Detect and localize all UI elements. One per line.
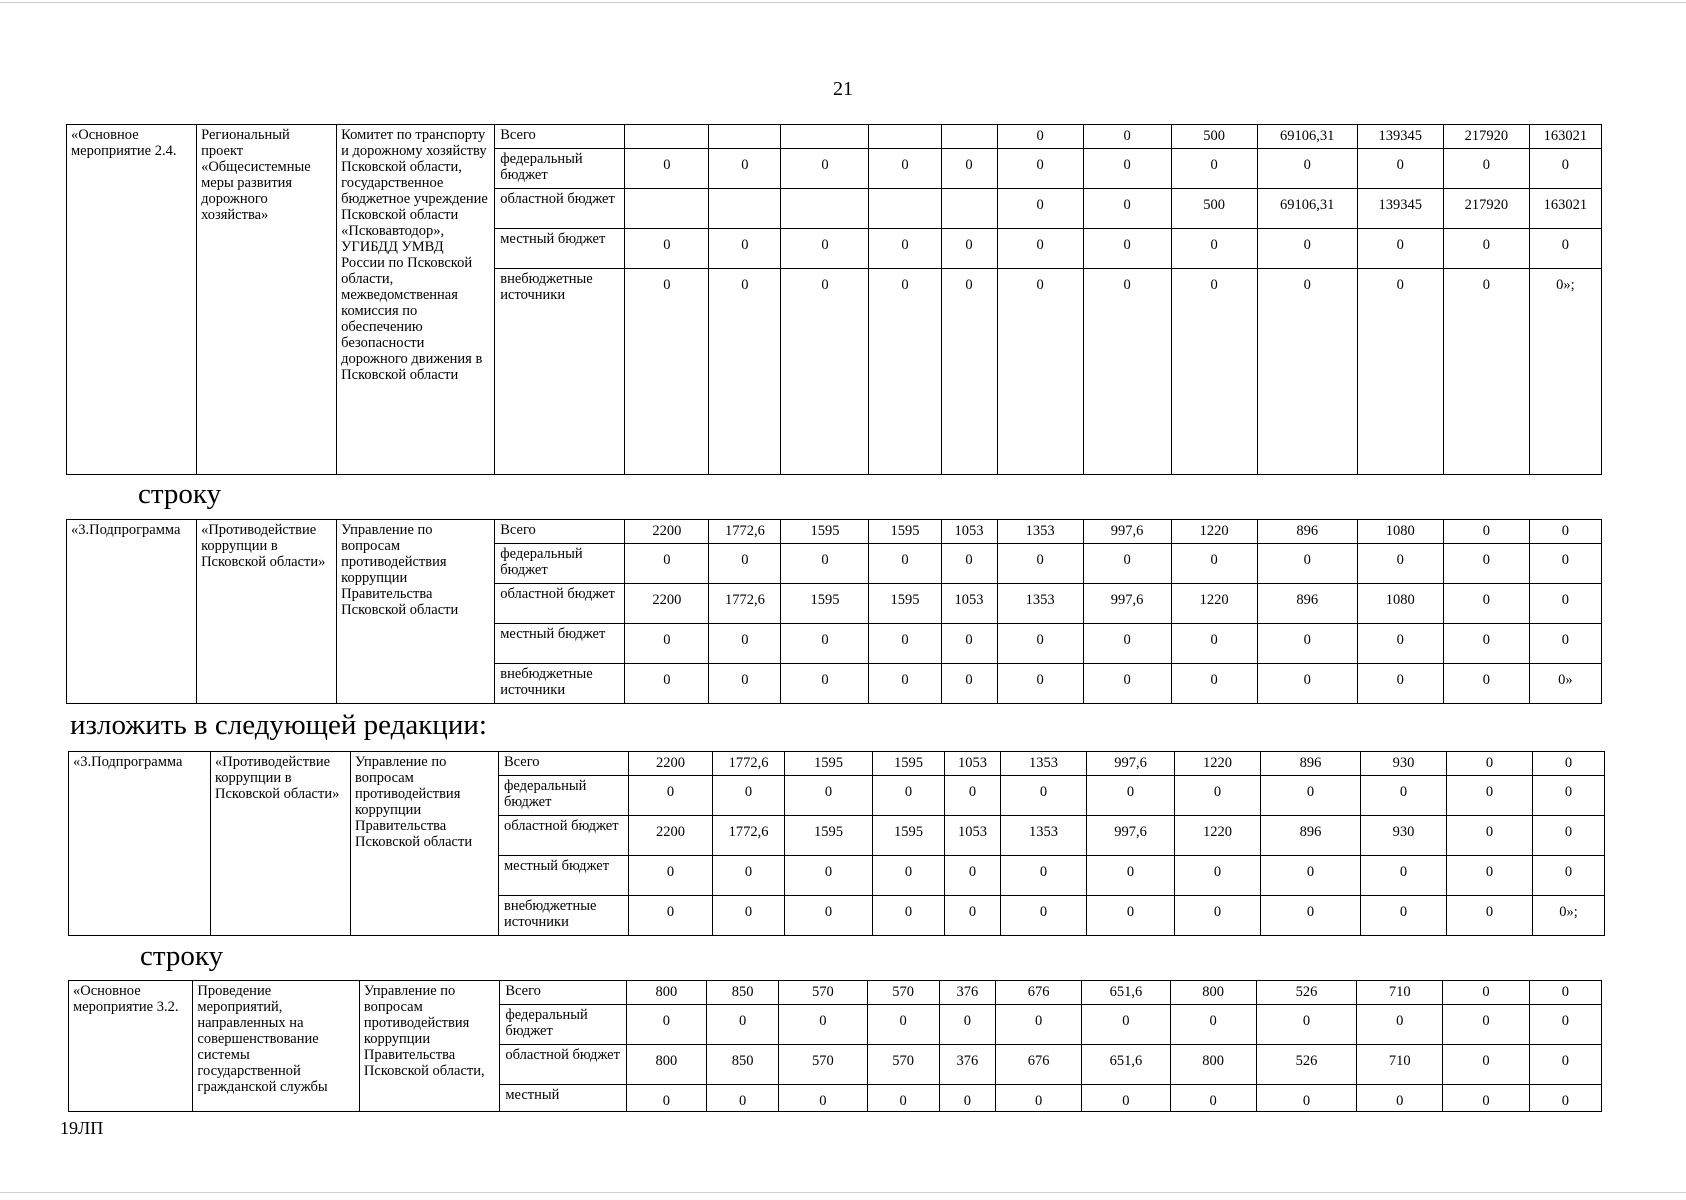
amount-cell: 850 [707,981,779,1005]
amount-cell: 0 [713,776,785,816]
funding-source-cell: федеральный бюджет [495,544,625,584]
amount-cell: 0 [709,269,781,475]
amount-cell: 0 [1443,1045,1529,1085]
amount-cell: 0 [1443,269,1529,475]
amount-cell: 0 [629,896,713,936]
amount-cell: 0 [1001,856,1087,896]
amount-cell: 0 [785,896,873,936]
amount-cell [709,189,781,229]
amount-cell [941,189,997,229]
amount-cell: 0»; [1533,896,1605,936]
budget-table-measure-3-2 [68,980,1602,1112]
page-number: 21 [833,78,853,100]
amount-cell: 0 [1529,624,1601,664]
amount-cell: 1772,6 [709,584,781,624]
funding-source-cell: федеральный бюджет [500,1005,626,1045]
funding-source-cell: Всего [500,981,626,1005]
amount-cell: 2200 [625,584,709,624]
amount-cell: 0 [997,624,1083,664]
amount-cell [941,125,997,149]
amount-cell: 0 [1529,1085,1601,1112]
amount-cell: 0 [997,544,1083,584]
amount-cell: 1772,6 [713,752,785,776]
amount-cell [625,189,709,229]
amount-cell: 710 [1357,1045,1443,1085]
amount-cell: 0 [945,856,1001,896]
amount-cell: 0 [945,896,1001,936]
executor-cell: Комитет по транспорту и дорожному хозяйству Псковской области, государственное бюджетное учреждение Псковской области «Псковавтодор», УГИБДД УМВД России по Псковской области, межведомственная комиссия по обеспечению безопасности дорожного движения в Псковской области [337,125,495,475]
amount-cell: 0 [781,149,869,189]
amount-cell: 0 [1087,856,1175,896]
amount-cell: 0 [1170,1085,1256,1112]
amount-cell: 500 [1171,189,1257,229]
amount-cell: 0 [1171,269,1257,475]
amount-cell: 0 [1001,896,1087,936]
amount-cell: 0 [1447,776,1533,816]
amount-cell: 0 [781,544,869,584]
amount-cell: 1772,6 [713,816,785,856]
amount-cell: 1220 [1171,520,1257,544]
amount-cell: 0 [1443,624,1529,664]
amount-cell: 0 [1087,776,1175,816]
amount-cell: 1053 [941,520,997,544]
amount-cell: 676 [995,981,1081,1005]
amount-cell: 0 [779,1085,867,1112]
amount-cell: 0 [1261,856,1361,896]
amount-cell: 0 [781,229,869,269]
amount-cell: 0 [997,269,1083,475]
amount-cell: 0 [625,229,709,269]
funding-source-cell: областной бюджет [500,1045,626,1085]
amount-cell: 0 [707,1005,779,1045]
funding-source-cell: внебюджетные источники [499,896,629,936]
amount-cell: 526 [1256,1045,1356,1085]
document-code: 19ЛП [60,1118,104,1138]
measure-name-cell: «3.Подпрограмма [67,520,197,704]
amount-cell: 0 [941,664,997,704]
amount-cell: 1353 [997,584,1083,624]
amount-cell: 0 [1529,544,1601,584]
program-title-cell: Региональный проект «Общесистемные меры развития дорожного хозяйства» [197,125,337,475]
amount-cell: 1595 [785,752,873,776]
amount-cell: 0 [1529,584,1601,624]
amount-cell: 0 [1261,776,1361,816]
amount-cell: 0 [1175,856,1261,896]
amount-cell: 0 [1357,664,1443,704]
amount-cell: 0 [941,544,997,584]
amount-cell: 0 [1261,896,1361,936]
amount-cell [869,125,941,149]
amount-cell: 0 [1357,1085,1443,1112]
amount-cell: 0 [1171,544,1257,584]
amount-cell: 570 [867,1045,939,1085]
scan-edge-top [0,2,1686,3]
amount-cell: 0 [1443,1085,1529,1112]
table-row [67,125,1602,149]
amount-cell: 0 [626,1005,706,1045]
amount-cell: 0 [873,896,945,936]
amount-cell: 570 [779,981,867,1005]
amount-cell: 1053 [945,816,1001,856]
funding-source-cell: местный [500,1085,626,1112]
amount-cell: 930 [1361,752,1447,776]
amount-cell: 800 [626,981,706,1005]
amount-cell: 139345 [1357,189,1443,229]
amount-cell: 0 [1257,544,1357,584]
amount-cell: 0 [869,269,941,475]
funding-source-cell: Всего [495,520,625,544]
amount-cell: 710 [1357,981,1443,1005]
amount-cell [781,189,869,229]
measure-name-cell: «3.Подпрограмма [69,752,211,936]
amount-cell: 850 [707,1045,779,1085]
amount-cell: 1353 [1001,752,1087,776]
funding-source-cell: местный бюджет [495,229,625,269]
amount-cell: 0 [1443,520,1529,544]
amount-cell: 1772,6 [709,520,781,544]
amount-cell: 651,6 [1082,981,1170,1005]
budget-table-subprogram-3-old [66,519,1602,704]
amount-cell: 0 [997,125,1083,149]
amount-cell: 0 [1171,664,1257,704]
amount-cell: 0 [785,856,873,896]
amount-cell: 800 [1170,1045,1256,1085]
amount-cell: 0 [941,229,997,269]
amount-cell: 896 [1257,520,1357,544]
amount-cell: 0 [713,896,785,936]
amount-cell: 0 [1533,752,1605,776]
amount-cell: 896 [1261,752,1361,776]
amount-cell: 0 [781,269,869,475]
amount-cell: 0 [1533,856,1605,896]
funding-source-cell: федеральный бюджет [495,149,625,189]
funding-source-cell: Всего [495,125,625,149]
amount-cell [781,125,869,149]
amount-cell: 0 [629,856,713,896]
amount-cell: 0 [1533,776,1605,816]
amount-cell: 0 [1357,544,1443,584]
amount-cell: 0 [1256,1085,1356,1112]
amount-cell: 0 [1529,229,1601,269]
amount-cell: 0 [1171,624,1257,664]
amount-cell: 0 [1175,776,1261,816]
amount-cell: 0 [1083,624,1171,664]
amount-cell: 0»; [1529,269,1601,475]
funding-source-cell: областной бюджет [495,584,625,624]
amount-cell: 0 [997,229,1083,269]
amount-cell: 0 [1257,149,1357,189]
amount-cell: 0 [1529,149,1601,189]
amount-cell: 0 [1087,896,1175,936]
amount-cell: 0 [1361,856,1447,896]
amount-cell: 1353 [1001,816,1087,856]
amount-cell: 0 [1361,896,1447,936]
amount-cell: 69106,31 [1257,189,1357,229]
amount-cell: 1595 [869,520,941,544]
amount-cell: 1053 [945,752,1001,776]
amount-cell: 1595 [873,752,945,776]
amount-cell: 1595 [869,584,941,624]
amount-cell: 0 [873,856,945,896]
amount-cell: 896 [1261,816,1361,856]
amount-cell: 0 [625,624,709,664]
table-row [69,752,1605,776]
amount-cell: 0 [1443,584,1529,624]
amount-cell: 0 [997,149,1083,189]
amount-cell: 0 [709,229,781,269]
funding-source-cell: внебюджетные источники [495,664,625,704]
amount-cell [869,189,941,229]
amount-cell: 0 [1529,520,1601,544]
amount-cell: 0 [625,664,709,704]
amount-cell: 0 [1083,149,1171,189]
amount-cell: 0 [997,664,1083,704]
amount-cell: 0 [873,776,945,816]
amount-cell: 1595 [781,584,869,624]
amount-cell: 163021 [1529,125,1601,149]
amount-cell: 0 [867,1005,939,1045]
amount-cell: 0 [713,856,785,896]
amount-cell: 0 [1083,269,1171,475]
amount-cell: 217920 [1443,189,1529,229]
amount-cell: 0 [1447,856,1533,896]
amount-cell: 0 [1257,229,1357,269]
amount-cell: 0 [1533,816,1605,856]
amount-cell: 0 [785,776,873,816]
amount-cell: 0 [1361,776,1447,816]
amount-cell: 0 [779,1005,867,1045]
amount-cell: 0 [1082,1005,1170,1045]
amount-cell: 0 [1175,896,1261,936]
amount-cell: 526 [1256,981,1356,1005]
amount-cell: 997,6 [1087,752,1175,776]
amount-cell [709,125,781,149]
amount-cell: 0 [1529,1045,1601,1085]
funding-source-cell: местный бюджет [495,624,625,664]
amount-cell: 0 [1447,816,1533,856]
amount-cell: 0 [869,624,941,664]
amount-cell: 1220 [1175,752,1261,776]
table-row [69,981,1602,1005]
amount-cell: 800 [1170,981,1256,1005]
amount-cell: 0 [707,1085,779,1112]
caption-stroku: строку [140,940,224,972]
amount-cell: 0 [625,149,709,189]
funding-source-cell: областной бюджет [495,189,625,229]
amount-cell: 1080 [1357,520,1443,544]
amount-cell: 500 [1171,125,1257,149]
amount-cell: 0 [625,544,709,584]
amount-cell: 0 [625,269,709,475]
program-title-cell: Проведение мероприятий, направленных на совершенствование системы государственной гражданской службы [193,981,360,1112]
funding-source-cell: местный бюджет [499,856,629,896]
funding-source-cell: областной бюджет [499,816,629,856]
amount-cell: 0 [1529,981,1601,1005]
amount-cell: 0 [1082,1085,1170,1112]
amount-cell: 2200 [629,816,713,856]
amount-cell: 0 [939,1085,995,1112]
amount-cell: 570 [867,981,939,1005]
amount-cell: 1595 [873,816,945,856]
amount-cell: 0 [1357,229,1443,269]
amount-cell: 0 [995,1085,1081,1112]
amount-cell: 0 [1443,981,1529,1005]
amount-cell: 0 [626,1085,706,1112]
amount-cell: 0 [941,269,997,475]
amount-cell: 0 [1083,229,1171,269]
program-title-cell: «Противодействие коррупции в Псковской области» [197,520,337,704]
amount-cell: 0 [781,664,869,704]
scan-edge-bottom [0,1192,1686,1193]
program-title-cell: «Противодействие коррупции в Псковской области» [211,752,351,936]
amount-cell: 0 [1170,1005,1256,1045]
amount-cell: 0 [1357,624,1443,664]
amount-cell: 0 [709,664,781,704]
amount-cell: 0 [1443,544,1529,584]
funding-source-cell: федеральный бюджет [499,776,629,816]
amount-cell: 2200 [629,752,713,776]
amount-cell: 0 [1357,149,1443,189]
amount-cell: 0 [941,624,997,664]
amount-cell: 0 [629,776,713,816]
executor-cell: Управление по вопросам противодействия коррупции Правительства Псковской области [351,752,499,936]
amount-cell: 0 [709,149,781,189]
amount-cell: 0 [1256,1005,1356,1045]
amount-cell: 0 [1001,776,1087,816]
amount-cell: 0 [997,189,1083,229]
amount-cell: 0 [1083,544,1171,584]
measure-name-cell: «Основное мероприятие 2.4. [67,125,197,475]
amount-cell: 69106,31 [1257,125,1357,149]
amount-cell: 1080 [1357,584,1443,624]
amount-cell: 0 [941,149,997,189]
amount-cell: 1595 [785,816,873,856]
amount-cell: 0 [1083,664,1171,704]
amount-cell: 651,6 [1082,1045,1170,1085]
amount-cell: 0 [1443,664,1529,704]
amount-cell: 997,6 [1083,520,1171,544]
amount-cell: 0 [869,544,941,584]
amount-cell: 0 [709,544,781,584]
amount-cell: 1353 [997,520,1083,544]
amount-cell: 0 [781,624,869,664]
executor-cell: Управление по вопросам противодействия коррупции Правительства Псковской области, [359,981,499,1112]
amount-cell: 0 [1257,269,1357,475]
measure-name-cell: «Основное мероприятие 3.2. [69,981,193,1112]
amount-cell: 0 [1083,189,1171,229]
amount-cell: 0 [939,1005,995,1045]
amount-cell: 0 [869,229,941,269]
amount-cell [625,125,709,149]
amount-cell: 0 [1443,149,1529,189]
budget-table-subprogram-3-new [68,751,1605,936]
amount-cell: 2200 [625,520,709,544]
amount-cell: 1220 [1171,584,1257,624]
table-row [67,520,1602,544]
amount-cell: 800 [626,1045,706,1085]
amount-cell: 570 [779,1045,867,1085]
amount-cell: 0 [1083,125,1171,149]
amount-cell: 0» [1529,664,1601,704]
amount-cell: 163021 [1529,189,1601,229]
amount-cell: 0 [869,664,941,704]
amount-cell: 930 [1361,816,1447,856]
amount-cell: 0 [1257,664,1357,704]
amount-cell: 0 [709,624,781,664]
funding-source-cell: внебюджетные источники [495,269,625,475]
amount-cell: 376 [939,1045,995,1085]
amount-cell: 1595 [781,520,869,544]
amount-cell: 217920 [1443,125,1529,149]
amount-cell: 0 [1447,752,1533,776]
amount-cell: 0 [1529,1005,1601,1045]
amount-cell: 0 [1171,149,1257,189]
amount-cell: 0 [1357,1005,1443,1045]
amount-cell: 0 [1443,229,1529,269]
amount-cell: 0 [945,776,1001,816]
amount-cell: 676 [995,1045,1081,1085]
amount-cell: 1053 [941,584,997,624]
amount-cell: 896 [1257,584,1357,624]
funding-source-cell: Всего [499,752,629,776]
budget-table-measure-2-4 [66,124,1602,475]
executor-cell: Управление по вопросам противодействия коррупции Правительства Псковской области [337,520,495,704]
amount-cell: 0 [869,149,941,189]
amount-cell: 0 [1257,624,1357,664]
caption-replace-text: изложить в следующей редакции: [70,709,487,741]
amount-cell: 376 [939,981,995,1005]
amount-cell: 1220 [1175,816,1261,856]
amount-cell: 139345 [1357,125,1443,149]
amount-cell: 0 [1443,1005,1529,1045]
amount-cell: 997,6 [1087,816,1175,856]
amount-cell: 997,6 [1083,584,1171,624]
amount-cell: 0 [1447,896,1533,936]
amount-cell: 0 [1357,269,1443,475]
amount-cell: 0 [867,1085,939,1112]
caption-stroku: строку [138,478,222,510]
amount-cell: 0 [1171,229,1257,269]
amount-cell: 0 [995,1005,1081,1045]
